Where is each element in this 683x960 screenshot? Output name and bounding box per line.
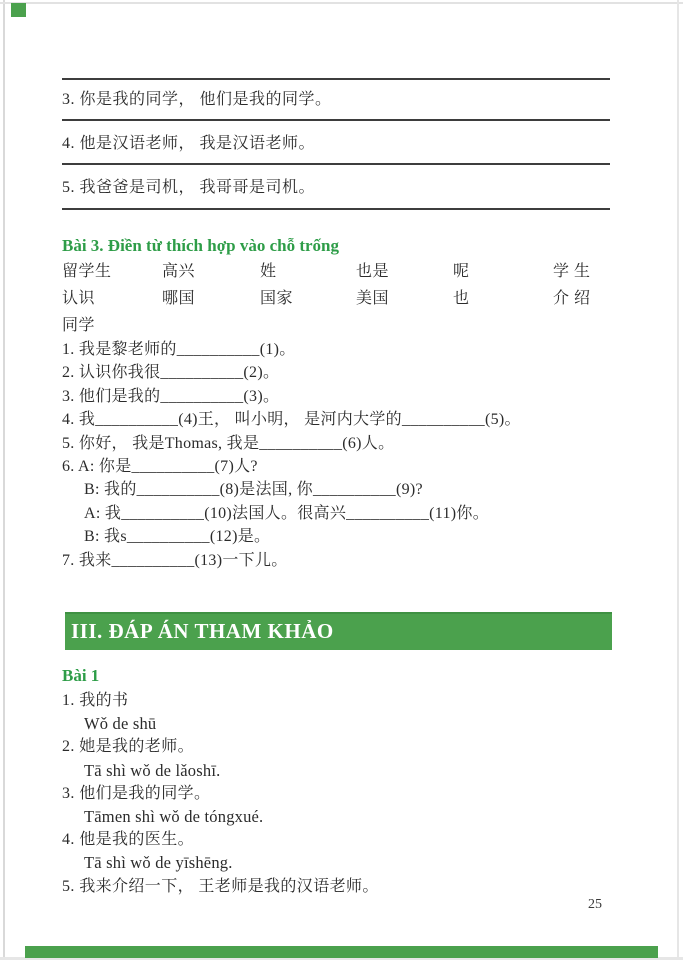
footer-green-bar	[25, 946, 658, 958]
bai3-exercise-lines	[62, 338, 642, 572]
bai3-heading: Bài 3. Điền từ thích hợp vào chỗ trống	[62, 236, 339, 255]
fill-line-1: 1. 我是黎老师的__________(1)。	[62, 341, 296, 358]
answer-section-title: III. ĐÁP ÁN THAM KHẢO	[71, 619, 334, 643]
word-bank-item: 国家	[260, 290, 294, 307]
answer-pinyin-2: Tā shì wǒ de lǎoshī.	[84, 760, 221, 780]
exercise2-item-4: 4. 他是汉语老师， 我是汉语老师。	[62, 135, 316, 152]
word-bank-item: 也是	[356, 263, 390, 280]
answer-line-rule	[62, 208, 610, 210]
answer-section-banner	[65, 612, 612, 650]
answer-line-rule	[62, 163, 610, 165]
word-bank-item: 认识	[62, 290, 96, 307]
answer-line-rule	[62, 78, 610, 80]
answer-cn-2: 2. 她是我的老师。	[62, 738, 195, 756]
word-bank-item: 美国	[356, 290, 390, 307]
answer-cn-3: 3. 他们是我的同学。	[62, 784, 211, 802]
page-number: 25	[588, 897, 602, 912]
answer-cn-4: 4. 他是我的医生。	[62, 831, 195, 849]
word-bank-item: 学 生	[553, 263, 591, 280]
word-bank-item: 同学	[62, 317, 96, 334]
answer-line-rule	[62, 119, 610, 121]
header-green-mark	[11, 3, 26, 17]
answer-pinyin-4: Tā shì wǒ de yīshēng.	[84, 853, 233, 873]
fill-line-6c: A: 我__________(10)法国人。很高兴__________(11)你。	[84, 504, 490, 522]
scan-edge-left	[3, 0, 5, 960]
fill-line-2: 2. 认识你我很__________(2)。	[62, 364, 280, 382]
word-bank-item: 姓	[260, 263, 277, 280]
word-bank-item: 介 绍	[553, 290, 591, 307]
word-bank-item: 也	[453, 290, 470, 307]
exercise2-item-5: 5. 我爸爸是司机， 我哥哥是司机。	[62, 179, 316, 196]
word-bank-item: 高兴	[162, 263, 196, 280]
fill-line-5: 5. 你好， 我是Thomas, 我是__________(6)人。	[62, 434, 395, 452]
fill-line-3: 3. 他们是我的__________(3)。	[62, 387, 280, 405]
fill-line-4: 4. 我__________(4)王， 叫小明， 是河内大学的__________(5)。	[62, 411, 521, 429]
fill-line-6b: B: 我的__________(8)是法国, 你__________(9)?	[84, 481, 423, 499]
exercise2-item-3: 3. 你是我的同学， 他们是我的同学。	[62, 91, 332, 108]
fill-line-6d: B: 我s__________(12)是。	[84, 528, 271, 546]
scan-edge-right	[677, 0, 679, 960]
scan-edge-top	[0, 2, 683, 4]
answer-pinyin-3: Tāmen shì wǒ de tóngxué.	[84, 807, 264, 827]
answer-cn-1: 1. 我的书	[62, 692, 129, 709]
fill-line-7: 7. 我来__________(13)一下儿。	[62, 551, 288, 569]
word-bank-item: 哪国	[162, 290, 196, 307]
word-bank-item: 呢	[453, 263, 470, 280]
answer-pinyin-1: Wǒ de shū	[84, 714, 157, 734]
word-bank-item: 留学生	[62, 263, 112, 280]
word-bank	[62, 258, 610, 339]
fill-line-6a: 6. A: 你是__________(7)人?	[62, 458, 258, 476]
answer-cn-5: 5. 我来介绍一下， 王老师是我的汉语老师。	[62, 877, 379, 895]
bai1-heading: Bài 1	[62, 666, 100, 685]
bai1-answers	[62, 689, 642, 898]
